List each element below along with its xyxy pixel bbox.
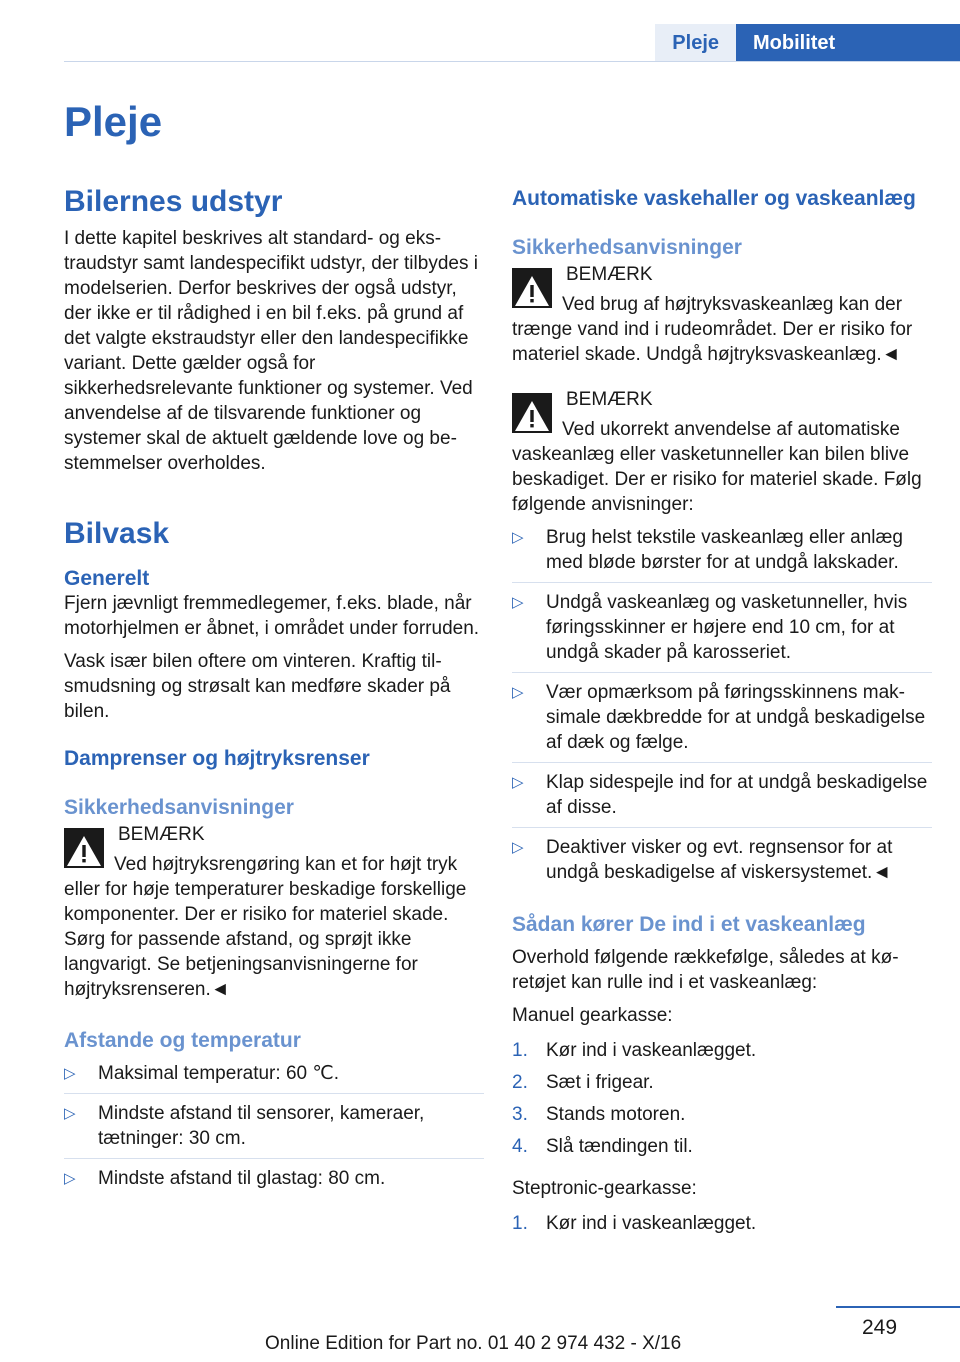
warning-text: Ved højtryksrengøring kan et for højt tryk eller for høje temperaturer beskadige forskellige komponenter. Der er risiko for materiel skade. Sørg for passende afstand, og sprøjt ikke langvarigt. Se betjeningsanvisningerne for højtryksrenseren.◄ <box>64 854 467 1000</box>
warning-label: BEMÆRK <box>566 389 653 410</box>
section-tabs <box>655 24 960 62</box>
list-item: ▷ Vær opmærksom på føringsskinnens maksimale dækbredde for at undgå beskadigelse af dæk og fælge. <box>512 680 932 763</box>
warning-triangle-icon <box>512 268 552 308</box>
paragraph-udstyr: I dette kapitel beskrives alt standard- og ekstraudstyr samt landespecifikt udstyr, der tilbydes i modelserien. Derfor beskrives der også udstyr, der ikke er til rådighed i en bil f.eks. på grund af det valgte ekstraudstyr eller den landespecifikke variant. Dette gælder også for sikkerhedsrelevante funktioner og systemer. Ved anvendelse af de tilsvarende funktioner og systemer skal de aktuelt gældende love og bestemmelser overholdes. <box>64 228 478 474</box>
warning-text: Ved ukorrekt anvendelse af automatiske vaskeanlæg eller vasketunneller kan bilen blive beskadiget. Der er risiko for materiel skade. Følg følgende anvisninger: <box>512 419 922 515</box>
warning-triangle-icon <box>64 828 104 868</box>
list-item: ▷ Deaktiver visker og evt. regnsensor for at undgå beskadigelse af viskersystemet.◄ <box>512 837 893 883</box>
list-item: 4. Slå tændingen til. <box>512 1136 693 1157</box>
warning-text: Ved brug af højtryksvaskeanlæg kan der trænge vand ind i rudeområdet. Der er risiko for materiel skade. Undgå højtryksvaskeanlæg.◄ <box>512 294 913 365</box>
triangle-bullet-icon: ▷ <box>512 594 524 611</box>
warning-label: BEMÆRK <box>118 824 205 845</box>
paragraph-saadan: Overhold følgende rækkefølge, således at køretøjet kan rulle ind i et vaskeanlæg: <box>512 947 899 993</box>
afstand-list <box>64 1061 484 1198</box>
triangle-bullet-icon: ▷ <box>64 1065 76 1082</box>
page-title: Pleje <box>64 98 163 145</box>
paragraph-generelt-1: Fjern jævnligt fremmedlegemer, f.eks. blade, når motorhjelmen er åbnet, i området under forruden. <box>64 593 480 639</box>
list-item: ▷ Brug helst tekstile vaskeanlæg eller anlæg med bløde børster for at undgå lakskader. <box>512 525 932 583</box>
list-item: 3. Stands motoren. <box>512 1104 686 1125</box>
heading-automatiske-vaskehaller: Automatiske vaskehaller og vaskeanlæg <box>512 187 916 210</box>
heading-damprenser: Damprenser og højtryksrenser <box>64 747 370 770</box>
paragraph-steptronic: Steptronic-gearkasse: <box>512 1178 697 1199</box>
triangle-bullet-icon: ▷ <box>512 529 524 546</box>
warning-notice <box>64 820 484 1002</box>
warning-notice-1 <box>512 260 932 367</box>
heading-saadan-koerer: Sådan kører De ind i et vaskeanlæg <box>512 913 866 936</box>
triangle-bullet-icon: ▷ <box>64 1170 76 1187</box>
triangle-bullet-icon: ▷ <box>64 1105 76 1122</box>
list-item: ▷ Mindste afstand til glastag: 80 cm. <box>64 1168 386 1189</box>
footer-divider <box>836 1306 960 1308</box>
triangle-bullet-icon: ▷ <box>512 774 524 791</box>
triangle-bullet-icon: ▷ <box>512 839 524 856</box>
page-number: 249 <box>862 1316 898 1339</box>
heading-generelt: Generelt <box>64 567 150 590</box>
right-column <box>512 180 932 1253</box>
steptronic-steps <box>512 1211 932 1243</box>
tab-mobilitet[interactable]: Mobilitet <box>736 24 960 62</box>
paragraph-manuel: Manuel gearkasse: <box>512 1005 673 1026</box>
heading-bilernes-udstyr: Bilernes udstyr <box>64 185 283 218</box>
list-item: ▷ Klap sidespejle ind for at undgå beskadigelse af disse. <box>512 770 932 828</box>
tab-pleje[interactable]: Pleje <box>655 24 736 62</box>
heading-sikkerhedsanvisninger: Sikkerhedsanvisninger <box>64 796 294 819</box>
list-item: ▷ Mindste afstand til sensorer, kameraer, tætninger: 30 cm. <box>64 1101 484 1159</box>
list-item: ▷ Maksimal temperatur: 60 ℃. <box>64 1061 484 1094</box>
list-item: 1. Kør ind i vaskeanlægget. <box>512 1213 757 1234</box>
list-item: 1. Kør ind i vaskeanlægget. <box>512 1040 757 1061</box>
heading-sikkerhedsanvisninger-right: Sikkerhedsanvisninger <box>512 236 742 259</box>
triangle-bullet-icon: ▷ <box>512 684 524 701</box>
paragraph-generelt-2: Vask især bilen oftere om vinteren. Kraftig tilsmudsning og strøsalt kan medføre skader på bilen. <box>64 651 451 722</box>
footer-edition: Online Edition for Part no. 01 40 2 974 432 - X/16 <box>265 1333 682 1354</box>
heading-bilvask: Bilvask <box>64 517 170 550</box>
header-divider <box>64 61 960 62</box>
warning-triangle-icon <box>512 393 552 433</box>
left-column <box>64 180 484 1208</box>
list-item: 2. Sæt i frigear. <box>512 1072 654 1093</box>
vaskeanlaeg-list <box>512 525 932 892</box>
manuel-steps <box>512 1038 932 1166</box>
warning-label: BEMÆRK <box>566 264 653 285</box>
warning-notice-2 <box>512 385 932 517</box>
list-item: ▷ Undgå vaskeanlæg og vasketunneller, hvis føringsskinner er højere end 10 cm, for at undgå skader på karosseriet. <box>512 590 932 673</box>
heading-afstande: Afstande og temperatur <box>64 1029 301 1052</box>
